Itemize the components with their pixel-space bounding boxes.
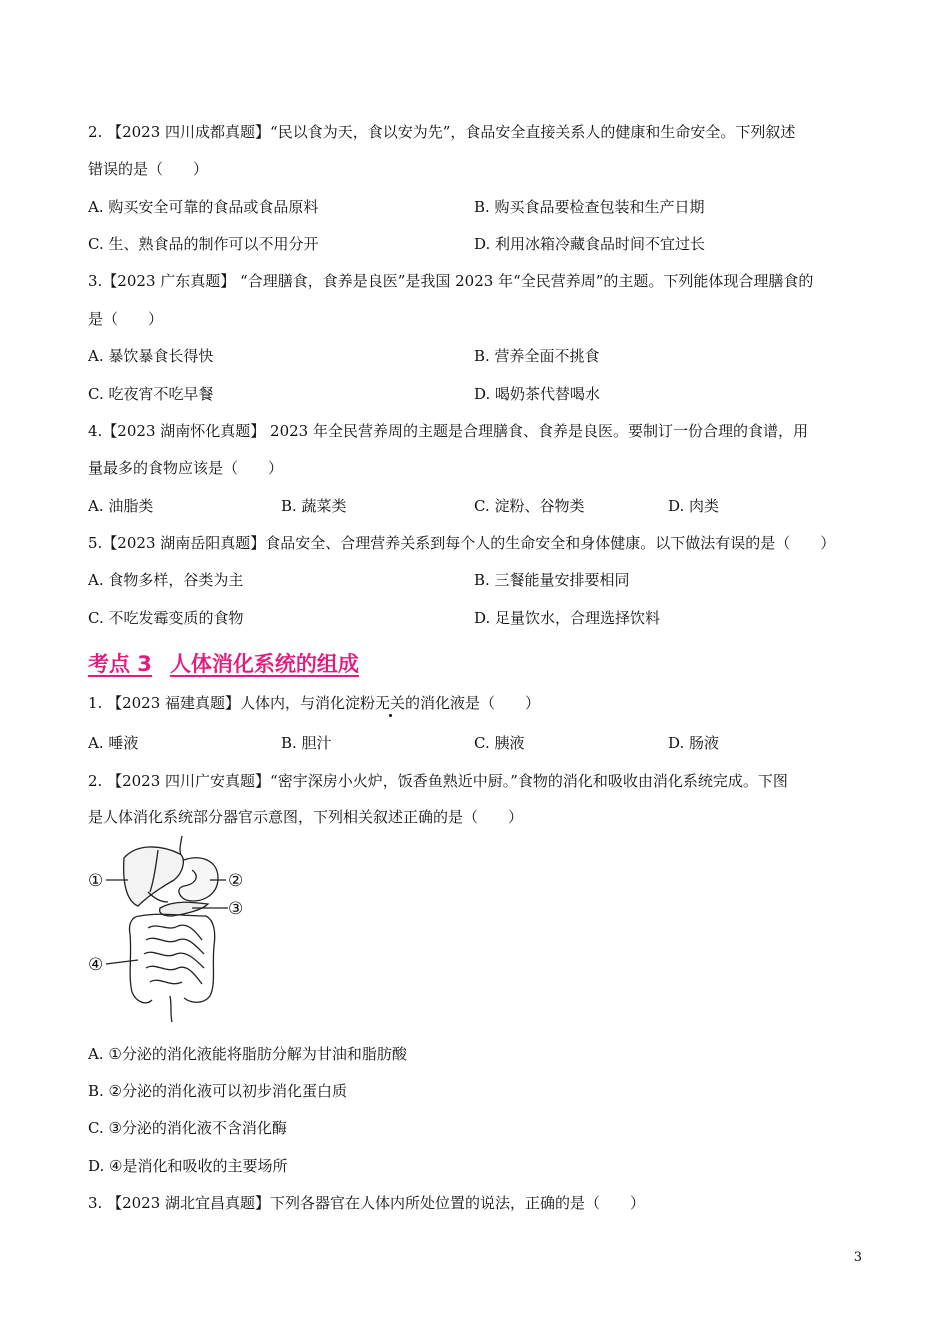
s3q1-stem-post: 的消化液是（ ） xyxy=(405,694,541,712)
diagram-label-3: ③ xyxy=(228,899,244,919)
s3q2-option-a: A. ①分泌的消化液能将脂肪分解为甘油和脂肪酸 xyxy=(88,1045,407,1063)
q2-option-a: A. 购买安全可靠的食品或食品原料 xyxy=(88,198,319,216)
diagram-label-4: ④ xyxy=(88,955,104,975)
q3-stem-line2: 是（ ） xyxy=(88,310,164,328)
s3q1-stem-pre: 1. 【2023 福建真题】人体内，与消化淀粉 xyxy=(88,694,376,712)
q5-option-c: C. 不吃发霉变质的食物 xyxy=(88,609,244,627)
q4-option-b: B. 蔬菜类 xyxy=(281,497,347,515)
s3q1-option-b: B. 胆汁 xyxy=(281,734,332,752)
q3-stem-line1: 3.【2023 广东真题】 “合理膳食，食养是良医”是我国 2023 年“全民营养周”的主题。下列能体现合理膳食的 xyxy=(88,272,814,290)
q2-stem-line2: 错误的是（ ） xyxy=(88,160,209,178)
page-number: 3 xyxy=(853,1250,862,1265)
section-title: 人体消化系统的组成 xyxy=(169,652,359,676)
q3-option-d: D. 喝奶茶代替喝水 xyxy=(474,385,601,403)
s3q1-stem xyxy=(88,692,540,714)
q5-stem-line1: 5.【2023 湖南岳阳真题】食品安全、合理营养关系到每个人的生命安全和身体健康。以下做法有误的是（ ） xyxy=(88,534,836,552)
digestive-system-diagram xyxy=(88,836,258,1026)
q5-option-d: D. 足量饮水，合理选择饮料 xyxy=(474,609,661,627)
rectum-shape xyxy=(170,996,172,1022)
q4-option-d: D. 肉类 xyxy=(668,497,720,515)
q4-option-a: A. 油脂类 xyxy=(88,497,154,515)
s3q2-stem-line1: 2. 【2023 四川广安真题】“密宇深房小火炉，饭香鱼熟近中厨。”食物的消化和吸收由消化系统完成。下图 xyxy=(88,772,788,790)
diagram-label-2: ② xyxy=(228,871,244,891)
s3q2-stem-line2: 是人体消化系统部分器官示意图，下列相关叙述正确的是（ ） xyxy=(88,808,524,826)
s3q1-emphasis: 无关 xyxy=(375,694,406,712)
small-intestine-coils xyxy=(144,925,204,984)
s3q1-option-c: C. 胰液 xyxy=(474,734,525,752)
q4-stem-line2: 量最多的食物应该是（ ） xyxy=(88,459,284,477)
colon-ascending xyxy=(129,916,152,1003)
q2-stem-line1: 2. 【2023 四川成都真题】“民以食为天，食以安为先”，食品安全直接关系人的健康和生命安全。下列叙述 xyxy=(88,123,796,141)
section-label: 考点 3 xyxy=(88,652,152,676)
leader-line-4 xyxy=(106,960,138,964)
q3-option-c: C. 吃夜宵不吃早餐 xyxy=(88,385,214,403)
s3q2-option-b: B. ②分泌的消化液可以初步消化蛋白质 xyxy=(88,1082,348,1100)
q2-option-b: B. 购买食品要检查包装和生产日期 xyxy=(474,198,705,216)
q2-option-d: D. 利用冰箱冷藏食品时间不宜过长 xyxy=(474,235,706,253)
q2-option-c: C. 生、熟食品的制作可以不用分开 xyxy=(88,235,319,253)
colon-transverse-descending xyxy=(140,914,215,1002)
section-heading xyxy=(88,648,359,678)
q3-option-a: A. 暴饮暴食长得快 xyxy=(88,347,214,365)
s3q1-option-d: D. 肠液 xyxy=(668,734,720,752)
q5-option-b: B. 三餐能量安排要相同 xyxy=(474,571,630,589)
s3q2-option-d: D. ④是消化和吸收的主要场所 xyxy=(88,1157,288,1175)
s3q1-option-a: A. 唾液 xyxy=(88,734,139,752)
q4-option-c: C. 淀粉、谷物类 xyxy=(474,497,585,515)
q4-stem-line1: 4.【2023 湖南怀化真题】 2023 年全民营养周的主题是合理膳食、食养是良医。要制订一份合理的食谱，用 xyxy=(88,422,808,440)
q5-option-a: A. 食物多样，谷类为主 xyxy=(88,571,244,589)
q3-option-b: B. 营养全面不挑食 xyxy=(474,347,600,365)
diagram-label-1: ① xyxy=(88,871,104,891)
s3q3-stem-line1: 3. 【2023 湖北宜昌真题】下列各器官在人体内所处位置的说法，正确的是（ ） xyxy=(88,1194,646,1212)
s3q2-option-c: C. ③分泌的消化液不含消化酶 xyxy=(88,1119,287,1137)
